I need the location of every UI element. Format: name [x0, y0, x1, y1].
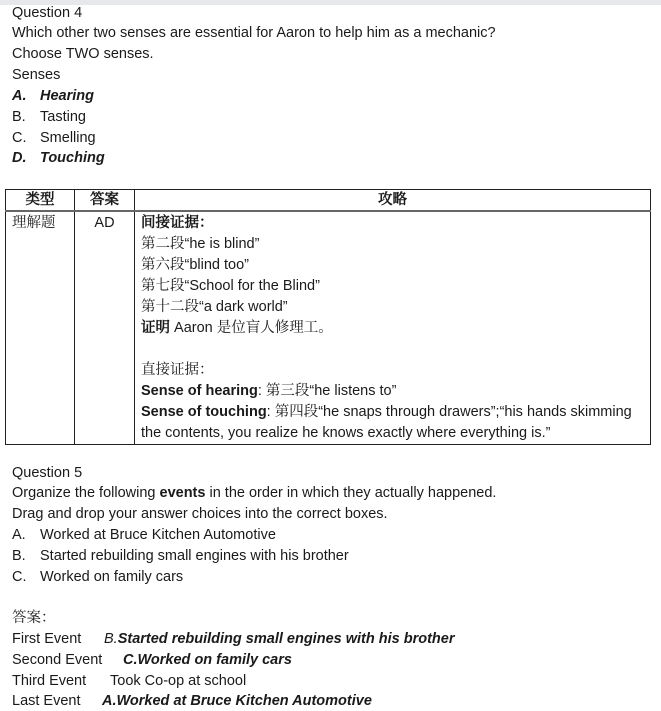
q4-option-a: [12, 86, 94, 106]
option-text: Started rebuilding small engines with his brother: [40, 548, 349, 564]
q5-answer-label: 答案：: [12, 610, 56, 626]
event-row-last: [12, 691, 372, 711]
event-answer: C.Worked on family cars: [123, 652, 292, 668]
touching-line: [141, 402, 644, 423]
indirect-line: 第七段“School for the Blind”: [141, 278, 320, 294]
prompt-text: in the order in which they actually happened.: [205, 485, 497, 501]
q5-option-b: [12, 546, 349, 566]
option-text: Worked at Bruce Kitchen Automotive: [40, 527, 276, 543]
event-answer: Took Co-op at school: [110, 673, 247, 689]
table-header-row: [6, 190, 651, 212]
option-letter: C.: [12, 130, 27, 146]
event-row-first: [12, 629, 454, 649]
option-letter: A.: [12, 527, 26, 543]
q5-instruction: Drag and drop your answer choices into the correct boxes.: [12, 506, 388, 522]
hearing-label: Sense of hearing: [141, 383, 258, 399]
header-answer: 答案: [75, 190, 135, 212]
hearing-line: [141, 381, 644, 402]
option-text: Worked on family cars: [40, 569, 184, 585]
touching-text: : 第四段“he snaps through drawers”;“his hands skimming: [266, 404, 632, 420]
indirect-heading: 间接证据：: [141, 215, 214, 231]
cell-strategy: [135, 211, 651, 445]
indirect-line: 第六段“blind too”: [141, 257, 249, 273]
direct-heading: 直接证据：: [141, 362, 214, 378]
event-label: Second Event: [12, 652, 103, 668]
event-answer: A.Worked at Bruce Kitchen Automotive: [102, 693, 372, 709]
option-letter: B.: [12, 109, 26, 125]
header-strategy: 攻略: [135, 190, 651, 212]
event-row-second: [12, 650, 292, 670]
table-row: [6, 211, 651, 445]
event-label: Last Event: [12, 693, 81, 709]
option-text: Touching: [40, 150, 105, 166]
prompt-bold: events: [159, 485, 206, 501]
touching-continued: the contents, you realize he knows exactly where everything is.”: [141, 425, 551, 441]
option-text: Hearing: [40, 88, 94, 104]
cell-answer: AD: [75, 211, 135, 445]
q4-title: Question 4: [12, 5, 83, 21]
option-letter: C.: [12, 569, 27, 585]
header-type: 类型: [6, 190, 75, 212]
blank-line: [141, 339, 644, 360]
event-answer: Started rebuilding small engines with his brother: [117, 631, 455, 647]
answer-table: [5, 189, 651, 445]
prompt-text: Organize the following: [12, 485, 160, 501]
proof-line: [141, 318, 644, 339]
q5-option-a: [12, 525, 276, 545]
q5-title: Question 5: [12, 465, 83, 481]
q4-instruction: Choose TWO senses.: [12, 46, 154, 62]
q5-option-c: [12, 567, 183, 587]
proof-bold: 证明: [141, 320, 170, 336]
cell-type: 理解题: [6, 211, 75, 445]
top-bar: [0, 0, 661, 5]
event-label: Third Event: [12, 673, 87, 689]
hearing-text: : 第三段“he listens to”: [257, 383, 397, 399]
indirect-line: 第二段“he is blind”: [141, 236, 260, 252]
option-text: Tasting: [40, 109, 86, 125]
option-letter: B.: [12, 548, 26, 564]
q5-prompt: [12, 483, 496, 503]
q4-group-label: Senses: [12, 67, 61, 83]
option-text: Smelling: [40, 130, 96, 146]
option-letter: D.: [12, 150, 27, 166]
proof-text: Aaron 是位盲人修理工。: [170, 320, 333, 336]
touching-label: Sense of touching: [141, 404, 267, 420]
q4-option-d: [12, 148, 105, 168]
indirect-line: 第十二段“a dark world”: [141, 299, 288, 315]
event-row-third: [12, 671, 246, 691]
q4-option-c: [12, 128, 96, 148]
event-label: First Event: [12, 631, 82, 647]
option-letter: A.: [12, 88, 27, 104]
event-prefix: B.: [104, 631, 118, 647]
q4-option-b: [12, 107, 86, 127]
q4-prompt: Which other two senses are essential for Aaron to help him as a mechanic?: [12, 25, 496, 41]
